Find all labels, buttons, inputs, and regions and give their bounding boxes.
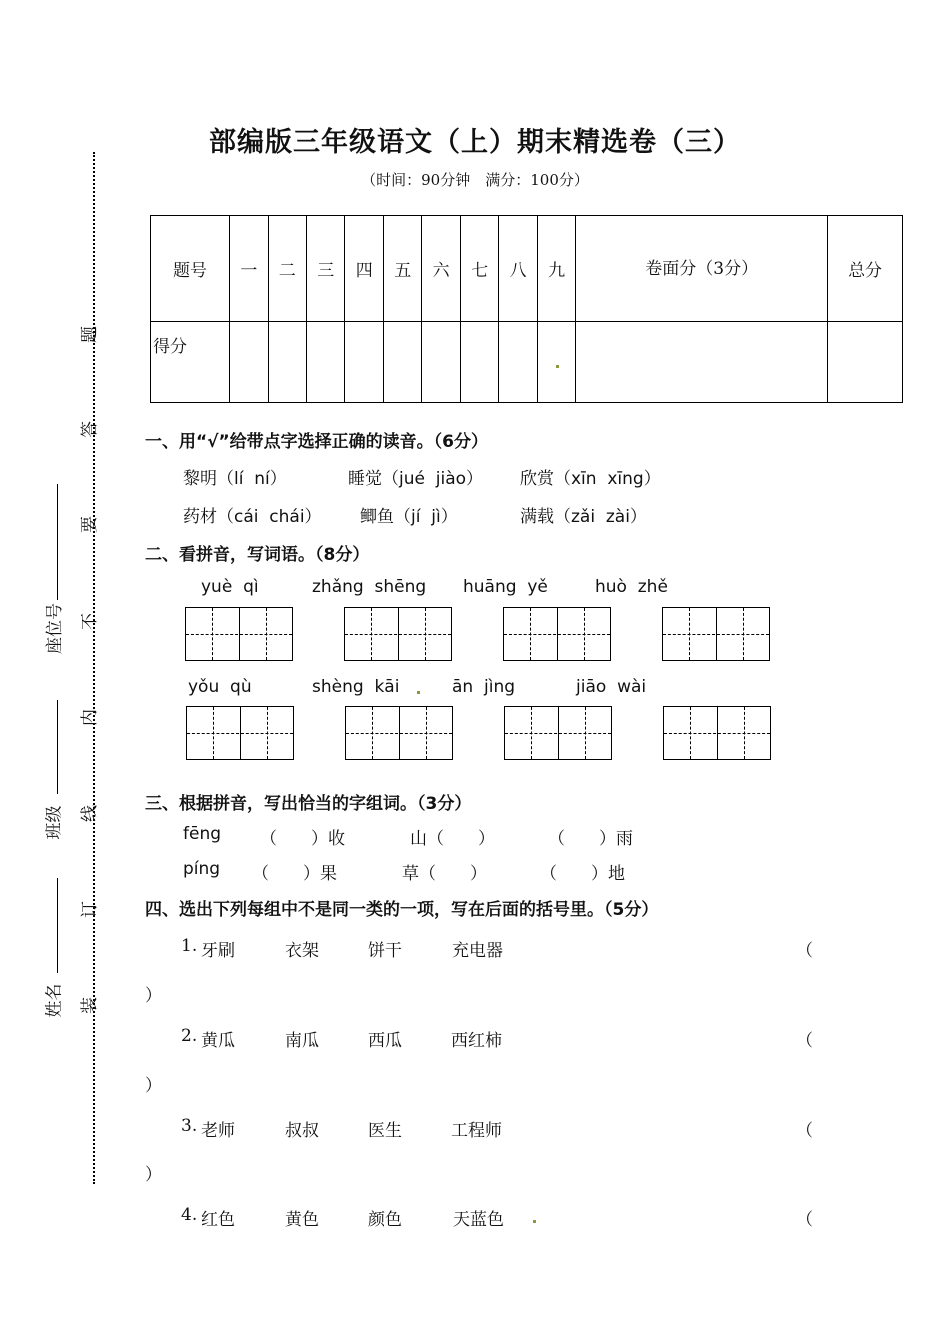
fill-in-blank[interactable]: 草（ ） (402, 864, 487, 884)
question-number: 3. (181, 1116, 198, 1136)
writing-grid[interactable] (185, 607, 293, 661)
answer-paren-open[interactable]: （ (796, 1031, 813, 1051)
header-cell: 三 (307, 216, 345, 322)
exam-info: （时间：90分钟 满分：100分） (361, 171, 589, 189)
writing-grid[interactable] (503, 607, 611, 661)
page-title: 部编版三年级语文（上）期末精选卷（三） (209, 127, 741, 158)
word: 西红柿 (451, 1031, 502, 1051)
word: 南瓜 (285, 1031, 319, 1051)
score-cell[interactable] (307, 322, 345, 403)
header-cell: 八 (499, 216, 537, 322)
fill-in-blank[interactable]: （ ）雨 (548, 829, 633, 849)
pinyin-label: yuè qì (201, 577, 259, 597)
header-cell: 六 (422, 216, 460, 322)
class-label: 班级 (44, 805, 65, 840)
margin-char: 要 (80, 516, 100, 533)
header-cell: 一 (230, 216, 268, 322)
pinyin-label: píng (183, 859, 221, 879)
section-4-heading: 四、选出下列每组中不是同一类的一项，写在后面的括号里。（5分） (145, 900, 659, 920)
word: 黄色 (285, 1210, 319, 1230)
pinyin-label: zhǎng shēng (312, 577, 427, 597)
margin-char: 内 (80, 709, 100, 726)
word: 红色 (201, 1210, 235, 1230)
score-cell[interactable] (537, 322, 575, 403)
score-cell[interactable] (268, 322, 306, 403)
header-cell: 五 (383, 216, 421, 322)
answer-paren-close[interactable]: ） (145, 1076, 162, 1096)
writing-grid[interactable] (344, 607, 452, 661)
word: 衣架 (285, 941, 319, 961)
binding-dotted-line (93, 152, 95, 1184)
question-number: 1. (181, 936, 198, 956)
answer-paren-open[interactable]: （ (796, 1210, 813, 1230)
word: 饼干 (368, 941, 402, 961)
header-cell: 四 (345, 216, 383, 322)
pronunciation-option[interactable]: 睡觉（jué jiào） (348, 469, 484, 489)
word: 黄瓜 (201, 1031, 235, 1051)
answer-paren-open[interactable]: （ (796, 1121, 813, 1141)
score-cell[interactable] (230, 322, 268, 403)
word: 牙刷 (201, 941, 235, 961)
header-cell: 九 (537, 216, 575, 322)
score-cell[interactable] (828, 322, 903, 403)
stray-dot (417, 691, 420, 694)
score-cell[interactable] (460, 322, 498, 403)
pinyin-label: ān jìng (452, 677, 516, 697)
writing-grid[interactable] (186, 706, 294, 760)
score-table-score-row (151, 322, 903, 403)
writing-grid[interactable] (663, 706, 771, 760)
pronunciation-option[interactable]: 药材（cái chái） (183, 507, 322, 527)
answer-paren-close[interactable]: ） (145, 1165, 162, 1185)
name-label: 姓名 (44, 983, 65, 1018)
stray-dot (556, 365, 559, 368)
question-number: 4. (181, 1205, 198, 1225)
score-cell[interactable] (383, 322, 421, 403)
margin-char: 答 (80, 421, 100, 438)
word: 天蓝色 (453, 1210, 504, 1230)
seat-number-field[interactable] (57, 484, 58, 600)
pronunciation-option[interactable]: 欣赏（xīn xīng） (520, 469, 661, 489)
section-2-heading: 二、看拼音，写词语。（8分） (145, 545, 370, 565)
margin-char: 装 (80, 997, 100, 1014)
header-cell: 总分 (828, 216, 903, 322)
header-cell: 七 (460, 216, 498, 322)
score-cell[interactable] (345, 322, 383, 403)
word: 西瓜 (368, 1031, 402, 1051)
seat-number-label: 座位号 (45, 603, 65, 654)
pinyin-label: jiāo wài (576, 677, 647, 697)
section-3-heading: 三、根据拼音，写出恰当的字组词。（3分） (145, 794, 472, 814)
margin-char: 线 (80, 805, 100, 822)
question-number: 2. (181, 1026, 198, 1046)
stray-dot (533, 1220, 536, 1223)
score-cell[interactable] (499, 322, 537, 403)
score-row-label: 得分 (151, 322, 230, 403)
word: 充电器 (452, 941, 503, 961)
fill-in-blank[interactable]: （ ）果 (252, 864, 337, 884)
margin-char: 不 (80, 613, 100, 630)
writing-grid[interactable] (345, 706, 453, 760)
pinyin-label: shèng kāi (312, 677, 400, 697)
fill-in-blank[interactable]: （ ）收 (260, 829, 345, 849)
margin-char: 题 (80, 326, 100, 343)
score-cell[interactable] (422, 322, 460, 403)
writing-grid[interactable] (504, 706, 612, 760)
answer-paren-open[interactable]: （ (796, 941, 813, 961)
margin-char: 订 (80, 901, 100, 918)
word: 工程师 (451, 1121, 502, 1141)
header-cell-appearance: 卷面分（3分） (576, 216, 828, 322)
pinyin-label: huò zhě (595, 577, 668, 597)
pronunciation-option[interactable]: 鲫鱼（jí jì） (360, 507, 458, 527)
name-field[interactable] (57, 878, 58, 973)
pronunciation-option[interactable]: 黎明（lí ní） (183, 469, 287, 489)
pronunciation-option[interactable]: 满载（zǎi zài） (520, 507, 647, 527)
section-1-heading: 一、用“√”给带点字选择正确的读音。（6分） (145, 432, 489, 452)
score-table-header-row (151, 216, 903, 322)
word: 医生 (368, 1121, 402, 1141)
word: 颜色 (368, 1210, 402, 1230)
score-cell[interactable] (576, 322, 828, 403)
writing-grid[interactable] (662, 607, 770, 661)
word: 叔叔 (285, 1121, 319, 1141)
header-cell: 题号 (151, 216, 230, 322)
class-field[interactable] (57, 700, 58, 794)
answer-paren-close[interactable]: ） (145, 986, 162, 1006)
score-table (150, 215, 903, 403)
fill-in-blank[interactable]: （ ）地 (540, 864, 625, 884)
pinyin-label: huāng yě (463, 577, 548, 597)
header-cell: 二 (268, 216, 306, 322)
pinyin-label: fēng (183, 824, 222, 844)
pinyin-label: yǒu qù (188, 677, 252, 697)
fill-in-blank[interactable]: 山（ ） (410, 829, 495, 849)
word: 老师 (201, 1121, 235, 1141)
